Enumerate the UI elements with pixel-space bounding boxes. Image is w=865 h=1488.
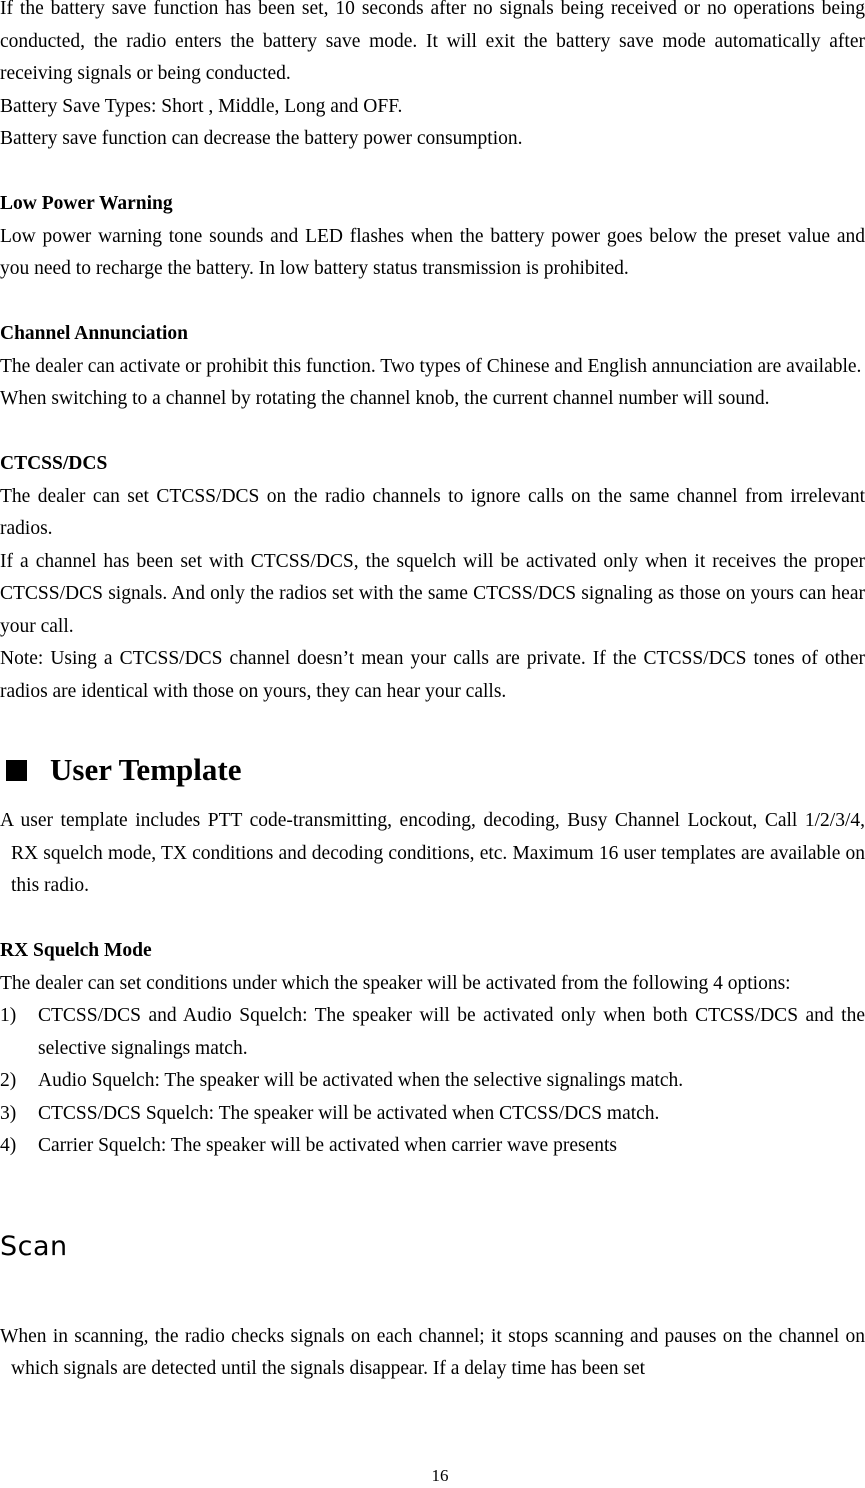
- list-item-number: 1): [0, 1005, 17, 1026]
- list-item: [0, 1130, 865, 1163]
- black-square-bullet-icon: [6, 760, 27, 781]
- ctcss-paragraph-1: The dealer can set CTCSS/DCS on the radio channels to ignore calls on the same channel from irrelevant radios.: [0, 485, 865, 539]
- scan-paragraph: When in scanning, the radio checks signals on each channel; it stops scanning and pauses on the channel on which signals are detected until the signals disappear. If a delay time has been set: [0, 1325, 865, 1379]
- list-item: [0, 1000, 865, 1065]
- channel-annunciation-heading: Channel Annunciation: [0, 323, 189, 344]
- low-power-heading: Low Power Warning: [0, 193, 173, 214]
- list-item-number: 2): [0, 1070, 17, 1091]
- user-template-paragraph: A user template includes PTT code-transmitting, encoding, decoding, Busy Channel Lockout, Call 1/2/3/4, RX squelch mode, TX conditions and decoding conditions, etc. Maximum 16 user templates are available on this radio.: [0, 810, 865, 896]
- battery-save-types: Battery Save Types: Short , Middle, Long and OFF.: [0, 95, 403, 117]
- spacer: [0, 416, 865, 449]
- ctcss-note-paragraph: Note: Using a CTCSS/DCS channel doesn’t mean your calls are private. If the CTCSS/DCS tones of other radios are identical with those on yours, they can hear your calls.: [0, 648, 865, 702]
- rx-squelch-heading: RX Squelch Mode: [0, 940, 152, 961]
- spacer: [0, 156, 865, 189]
- rx-squelch-paragraph: The dealer can set conditions under which the speaker will be activated from the following 4 options:: [0, 972, 791, 994]
- list-item-text: CTCSS/DCS Squelch: The speaker will be activated when CTCSS/DCS match.: [38, 1102, 660, 1124]
- page-number: 16: [431, 1466, 449, 1485]
- list-item-number: 3): [0, 1102, 17, 1124]
- channel-annunciation-knob-paragraph: When switching to a channel by rotating the channel knob, the current channel number will sound.: [0, 388, 770, 409]
- low-power-paragraph: Low power warning tone sounds and LED flashes when the battery power goes below the preset value and you need to recharge the battery. In low battery status transmission is prohibited.: [0, 225, 865, 279]
- channel-annunciation-paragraph: The dealer can activate or prohibit this function. Two types of Chinese and English annunciation are available.: [0, 355, 862, 377]
- list-item-text: Carrier Squelch: The speaker will be activated when carrier wave presents: [38, 1135, 617, 1156]
- spacer: [0, 286, 865, 319]
- user-template-title-text: User Template: [50, 752, 242, 787]
- battery-save-benefit: Battery save function can decrease the battery power consumption.: [0, 128, 523, 149]
- list-item: [0, 1065, 865, 1098]
- user-template-title: [0, 741, 865, 799]
- battery-save-paragraph: If the battery save function has been set, 10 seconds after no signals being received or no operations being conducted, the radio enters the battery save mode. It will exit the battery save mode automatically after receiving signals or being conducted.: [0, 0, 865, 84]
- rx-squelch-options-list: [0, 1000, 865, 1163]
- ctcss-heading: CTCSS/DCS: [0, 453, 108, 474]
- scan-title: Scan: [0, 1230, 68, 1262]
- list-item: [0, 1098, 865, 1131]
- ctcss-paragraph-2: If a channel has been set with CTCSS/DCS, the squelch will be activated only when it receives the proper CTCSS/DCS signals. And only the radios set with the same CTCSS/DCS signaling as those on yours can hear your call.: [0, 550, 865, 637]
- list-item-number: 4): [0, 1135, 17, 1156]
- spacer: [0, 903, 865, 936]
- list-item-text: CTCSS/DCS and Audio Squelch: The speaker will be activated only when both CTCSS/DCS and the selective signalings match.: [38, 1005, 865, 1059]
- list-item-text: Audio Squelch: The speaker will be activated when the selective signalings match.: [38, 1070, 684, 1091]
